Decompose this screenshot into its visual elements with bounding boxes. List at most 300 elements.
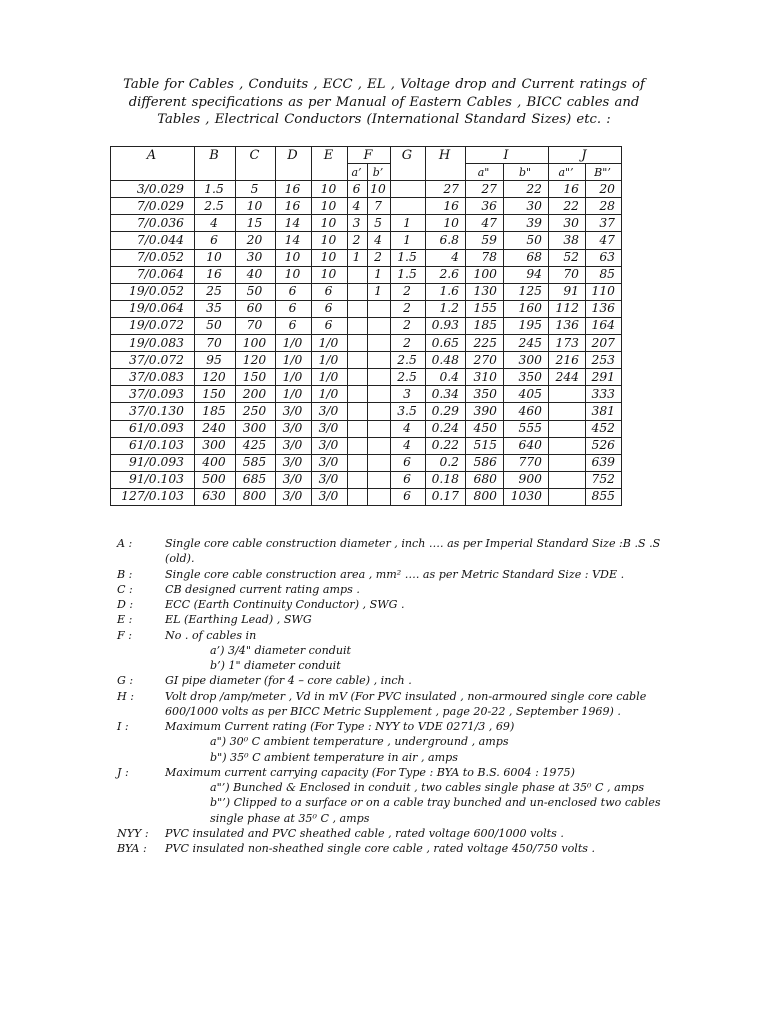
cell-j-b: 855 — [586, 488, 622, 505]
note-text — [165, 597, 637, 612]
cell-f-a — [348, 437, 368, 454]
cell-h: 0.93 — [426, 317, 466, 334]
cell-b: 16 — [195, 266, 236, 283]
note-line: 600/1000 volts as per BICC Metric Supplement , page 20-22 , September 1969) . — [165, 704, 621, 718]
note-item — [117, 536, 661, 567]
cell-c: 70 — [236, 317, 276, 334]
cell-g: 1 — [391, 232, 426, 249]
note-line: Single core cable construction diameter , inch …. as per Imperial Standard Size :B .S .S — [165, 537, 661, 550]
cell-c: 100 — [236, 335, 276, 352]
cell-j-b: 47 — [586, 232, 622, 249]
note-key: NYY : — [117, 826, 149, 840]
cell-e: 10 — [312, 198, 348, 215]
cell-f-b — [368, 420, 391, 437]
note-line: Maximum current carrying capacity (For Type : BYA to B.S. 6004 : 1975) — [165, 765, 575, 779]
cell-f-b: 10 — [368, 181, 391, 198]
cell-i-a: 100 — [466, 266, 504, 283]
cell-j-b: 110 — [586, 283, 622, 300]
cell-i-a: 680 — [466, 471, 504, 488]
cell-f-a — [348, 352, 368, 369]
cell-a: 7/0.036 — [111, 215, 195, 232]
table-body — [111, 181, 622, 506]
cell-i-b: 125 — [504, 283, 549, 300]
cell-e: 1/0 — [312, 369, 348, 386]
cell-c: 20 — [236, 232, 276, 249]
table-row — [111, 181, 622, 198]
note-item — [117, 628, 637, 674]
cell-b: 400 — [195, 454, 236, 471]
note-item — [117, 841, 637, 856]
subheader-i-a: a" — [466, 164, 504, 181]
cell-i-b: 350 — [504, 369, 549, 386]
note-line: Volt drop /amp/meter , Vd in mV (For PVC insulated , non-armoured single core cable — [165, 689, 647, 703]
cell-f-b — [368, 369, 391, 386]
cell-a: 7/0.064 — [111, 266, 195, 283]
cell-b: 25 — [195, 283, 236, 300]
cell-h: 0.48 — [426, 352, 466, 369]
cell-j-b: 333 — [586, 386, 622, 403]
cell-d: 3/0 — [276, 437, 312, 454]
table-row — [111, 488, 622, 505]
note-key: E : — [117, 613, 133, 627]
cell-i-b: 460 — [504, 403, 549, 420]
cell-f-b — [368, 300, 391, 317]
note-subline: a’) 3/4" diameter conduit — [210, 643, 351, 657]
cell-j-a: 112 — [549, 300, 586, 317]
cell-d: 1/0 — [276, 352, 312, 369]
cell-j-b: 452 — [586, 420, 622, 437]
note-item — [117, 582, 637, 597]
note-key: G : — [117, 674, 134, 688]
cell-b: 35 — [195, 300, 236, 317]
cell-g: 4 — [391, 420, 426, 437]
cell-j-b: 28 — [586, 198, 622, 215]
title-line: Table for Cables , Conduits , ECC , EL , Voltage drop and Current ratings of — [123, 77, 645, 92]
cell-h: 0.2 — [426, 454, 466, 471]
cell-f-a — [348, 369, 368, 386]
cell-f-b: 7 — [368, 198, 391, 215]
cell-a: 19/0.072 — [111, 317, 195, 334]
cell-d: 3/0 — [276, 420, 312, 437]
cell-j-a: 244 — [549, 369, 586, 386]
note-key: B : — [117, 567, 133, 581]
note-text — [165, 673, 637, 688]
cell-a: 91/0.093 — [111, 454, 195, 471]
cell-d: 3/0 — [276, 454, 312, 471]
note-subline: single phase at 35⁰ C , amps — [210, 811, 370, 825]
table-row — [111, 386, 622, 403]
cell-f-b — [368, 317, 391, 334]
cell-a: 19/0.052 — [111, 283, 195, 300]
note-item — [117, 597, 637, 612]
subheader-f-a: a’ — [348, 164, 368, 181]
cell-d: 10 — [276, 249, 312, 266]
cell-f-b — [368, 335, 391, 352]
cell-f-a: 3 — [348, 215, 368, 232]
cell-b: 185 — [195, 403, 236, 420]
cell-e: 6 — [312, 300, 348, 317]
note-line: ECC (Earth Continuity Conductor) , SWG . — [165, 598, 405, 611]
cell-e: 3/0 — [312, 437, 348, 454]
note-subline: b") 35⁰ C ambient temperature in air , amps — [210, 750, 458, 764]
cell-b: 120 — [195, 369, 236, 386]
cell-i-a: 515 — [466, 437, 504, 454]
cell-b: 10 — [195, 249, 236, 266]
cell-g: 2.5 — [391, 369, 426, 386]
cell-h: 2.6 — [426, 266, 466, 283]
cell-c: 60 — [236, 300, 276, 317]
cell-j-a: 16 — [549, 181, 586, 198]
cell-f-b — [368, 471, 391, 488]
cell-i-a: 155 — [466, 300, 504, 317]
cell-j-b: 639 — [586, 454, 622, 471]
cell-i-a: 225 — [466, 335, 504, 352]
cell-a: 37/0.093 — [111, 386, 195, 403]
cell-c: 150 — [236, 369, 276, 386]
header-i: I — [466, 147, 549, 164]
cell-c: 15 — [236, 215, 276, 232]
cell-f-a: 1 — [348, 249, 368, 266]
note-text — [165, 719, 637, 765]
cell-i-a: 310 — [466, 369, 504, 386]
cell-i-a: 350 — [466, 386, 504, 403]
note-line: (old). — [165, 552, 195, 566]
note-text — [165, 567, 637, 582]
note-key: C : — [117, 582, 133, 596]
note-line: CB designed current rating amps . — [165, 582, 360, 596]
cell-a: 37/0.130 — [111, 403, 195, 420]
cell-h: 16 — [426, 198, 466, 215]
cell-i-b: 160 — [504, 300, 549, 317]
cell-i-b: 245 — [504, 335, 549, 352]
cell-j-a: 30 — [549, 215, 586, 232]
cell-c: 120 — [236, 352, 276, 369]
cell-f-a — [348, 335, 368, 352]
subheader-j-b: B"’ — [586, 164, 622, 181]
cell-g: 2 — [391, 317, 426, 334]
cell-i-b: 68 — [504, 249, 549, 266]
cell-f-a — [348, 283, 368, 300]
cell-a: 19/0.064 — [111, 300, 195, 317]
table-row — [111, 283, 622, 300]
cell-d: 10 — [276, 266, 312, 283]
cell-b: 2.5 — [195, 198, 236, 215]
subheader-f-b: b’ — [368, 164, 391, 181]
cell-a: 7/0.044 — [111, 232, 195, 249]
cable-table — [110, 146, 622, 506]
cell-f-b — [368, 403, 391, 420]
cell-i-a: 36 — [466, 198, 504, 215]
cell-g: 2 — [391, 335, 426, 352]
cell-j-b: 526 — [586, 437, 622, 454]
cell-j-a — [549, 437, 586, 454]
cell-h: 0.22 — [426, 437, 466, 454]
cell-i-a: 78 — [466, 249, 504, 266]
legend-notes — [117, 536, 661, 856]
cell-j-b: 136 — [586, 300, 622, 317]
header-g: G — [391, 147, 426, 164]
cell-f-a: 4 — [348, 198, 368, 215]
cell-c: 200 — [236, 386, 276, 403]
header-d: D — [276, 147, 312, 164]
cell-e: 10 — [312, 266, 348, 283]
cell-j-a: 173 — [549, 335, 586, 352]
cell-j-b: 37 — [586, 215, 622, 232]
header-row — [111, 147, 622, 164]
note-key: BYA : — [117, 842, 147, 855]
cell-h: 0.18 — [426, 471, 466, 488]
cell-h: 1.6 — [426, 283, 466, 300]
cell-c: 685 — [236, 471, 276, 488]
table-row — [111, 249, 622, 266]
note-text — [165, 628, 637, 674]
cell-h: 1.2 — [426, 300, 466, 317]
cell-d: 16 — [276, 181, 312, 198]
cell-b: 4 — [195, 215, 236, 232]
cell-e: 10 — [312, 181, 348, 198]
table-row — [111, 232, 622, 249]
cell-f-b — [368, 488, 391, 505]
cell-a: 37/0.072 — [111, 352, 195, 369]
cell-j-b: 63 — [586, 249, 622, 266]
cell-e: 6 — [312, 317, 348, 334]
note-subline: b"’) Clipped to a surface or on a cable tray bunched and un-enclosed two cables — [210, 796, 661, 810]
cell-i-b: 22 — [504, 181, 549, 198]
cell-f-b — [368, 454, 391, 471]
cell-c: 800 — [236, 488, 276, 505]
subheader-j-a: a"’ — [549, 164, 586, 181]
cell-j-b: 164 — [586, 317, 622, 334]
cell-d: 1/0 — [276, 386, 312, 403]
cell-f-a: 2 — [348, 232, 368, 249]
cell-j-a — [549, 454, 586, 471]
cell-j-a: 136 — [549, 317, 586, 334]
table-row — [111, 454, 622, 471]
cell-h: 0.17 — [426, 488, 466, 505]
cell-f-b: 2 — [368, 249, 391, 266]
note-item — [117, 673, 637, 688]
note-line: Maximum Current rating (For Type : NYY to VDE 0271/3 , 69) — [165, 720, 515, 733]
cell-d: 3/0 — [276, 403, 312, 420]
note-key: I : — [117, 720, 129, 733]
cell-g: 1 — [391, 215, 426, 232]
cell-g — [391, 198, 426, 215]
cell-b: 240 — [195, 420, 236, 437]
cell-j-a — [549, 403, 586, 420]
cell-j-b: 381 — [586, 403, 622, 420]
cell-i-b: 900 — [504, 471, 549, 488]
cell-i-b: 1030 — [504, 488, 549, 505]
cell-d: 16 — [276, 198, 312, 215]
cell-f-a — [348, 403, 368, 420]
cell-i-b: 50 — [504, 232, 549, 249]
cell-c: 40 — [236, 266, 276, 283]
note-line: PVC insulated and PVC sheathed cable , rated voltage 600/1000 volts . — [165, 826, 564, 840]
cell-g — [391, 181, 426, 198]
note-text — [165, 826, 637, 841]
cell-i-a: 390 — [466, 403, 504, 420]
cell-c: 585 — [236, 454, 276, 471]
cell-g: 2 — [391, 283, 426, 300]
cell-g: 6 — [391, 454, 426, 471]
cell-i-a: 450 — [466, 420, 504, 437]
cell-b: 50 — [195, 317, 236, 334]
cell-i-a: 800 — [466, 488, 504, 505]
note-key: J : — [117, 765, 129, 779]
table-row — [111, 198, 622, 215]
note-line: Single core cable construction area , mm² …. as per Metric Standard Size : VDE . — [165, 567, 625, 581]
note-key: A : — [117, 537, 133, 550]
cell-i-b: 30 — [504, 198, 549, 215]
note-text — [165, 689, 646, 720]
title-line: Tables , Electrical Conductors (International Standard Sizes) etc. : — [157, 112, 611, 127]
cell-a: 7/0.052 — [111, 249, 195, 266]
cell-b: 500 — [195, 471, 236, 488]
cell-i-b: 555 — [504, 420, 549, 437]
cell-i-b: 640 — [504, 437, 549, 454]
cell-i-a: 586 — [466, 454, 504, 471]
cell-h: 0.4 — [426, 369, 466, 386]
header-c: C — [236, 147, 276, 164]
cell-h: 6.8 — [426, 232, 466, 249]
cell-h: 10 — [426, 215, 466, 232]
cell-g: 1.5 — [391, 249, 426, 266]
cell-e: 10 — [312, 232, 348, 249]
header-j: J — [549, 147, 622, 164]
note-key: D : — [117, 598, 134, 611]
cell-f-b: 1 — [368, 283, 391, 300]
cell-i-a: 185 — [466, 317, 504, 334]
cell-d: 3/0 — [276, 488, 312, 505]
cell-i-b: 39 — [504, 215, 549, 232]
cell-c: 30 — [236, 249, 276, 266]
cell-j-b: 20 — [586, 181, 622, 198]
cell-j-a: 52 — [549, 249, 586, 266]
table-row — [111, 300, 622, 317]
cell-i-a: 47 — [466, 215, 504, 232]
cell-i-a: 130 — [466, 283, 504, 300]
cell-i-b: 300 — [504, 352, 549, 369]
cell-j-a — [549, 420, 586, 437]
table-row — [111, 215, 622, 232]
cell-a: 37/0.083 — [111, 369, 195, 386]
cell-g: 3.5 — [391, 403, 426, 420]
cell-j-b: 207 — [586, 335, 622, 352]
note-text — [165, 612, 637, 627]
cell-j-a: 22 — [549, 198, 586, 215]
header-e: E — [312, 147, 348, 164]
cell-f-a — [348, 300, 368, 317]
note-text — [165, 765, 661, 826]
cell-h: 27 — [426, 181, 466, 198]
cell-d: 14 — [276, 215, 312, 232]
cell-c: 300 — [236, 420, 276, 437]
cell-j-b: 752 — [586, 471, 622, 488]
header-a: A — [111, 147, 195, 164]
note-text — [165, 536, 660, 567]
cell-e: 3/0 — [312, 471, 348, 488]
cell-f-a: 6 — [348, 181, 368, 198]
cell-a: 61/0.103 — [111, 437, 195, 454]
subheader-i-b: b" — [504, 164, 549, 181]
table-row — [111, 437, 622, 454]
cell-d: 6 — [276, 283, 312, 300]
cell-b: 95 — [195, 352, 236, 369]
note-item — [117, 765, 661, 826]
note-subline: a") 30⁰ C ambient temperature , underground , amps — [210, 735, 509, 749]
cell-f-b — [368, 437, 391, 454]
note-key: H : — [117, 689, 134, 703]
note-text — [165, 841, 637, 856]
subheader-row — [111, 164, 622, 181]
header-f: F — [348, 147, 391, 164]
table-row — [111, 471, 622, 488]
table-row — [111, 420, 622, 437]
title-line: different specifications as per Manual of Eastern Cables , BICC cables and — [128, 94, 640, 110]
cell-g: 6 — [391, 471, 426, 488]
cell-b: 150 — [195, 386, 236, 403]
cell-j-a — [549, 386, 586, 403]
note-item — [117, 612, 637, 627]
cell-f-b: 4 — [368, 232, 391, 249]
cell-f-a — [348, 471, 368, 488]
note-item — [117, 826, 637, 841]
cell-b: 300 — [195, 437, 236, 454]
cell-a: 61/0.093 — [111, 420, 195, 437]
cell-e: 3/0 — [312, 454, 348, 471]
cell-d: 1/0 — [276, 369, 312, 386]
cell-j-a: 216 — [549, 352, 586, 369]
table-row — [111, 266, 622, 283]
cell-e: 1/0 — [312, 335, 348, 352]
note-key: F : — [117, 628, 132, 642]
cell-h: 0.65 — [426, 335, 466, 352]
cell-e: 3/0 — [312, 420, 348, 437]
cell-i-b: 770 — [504, 454, 549, 471]
cell-c: 50 — [236, 283, 276, 300]
cell-h: 4 — [426, 249, 466, 266]
note-line: GI pipe diameter (for 4 – core cable) , inch . — [165, 674, 412, 688]
note-line: EL (Earthing Lead) , SWG — [165, 613, 312, 627]
table-row — [111, 352, 622, 369]
cell-b: 1.5 — [195, 181, 236, 198]
cell-a: 127/0.103 — [111, 488, 195, 505]
note-text — [165, 582, 637, 597]
cell-h: 0.34 — [426, 386, 466, 403]
page-title — [120, 76, 648, 129]
cell-i-a: 270 — [466, 352, 504, 369]
note-item — [117, 567, 637, 582]
table-row — [111, 335, 622, 352]
header-b: B — [195, 147, 236, 164]
cell-h: 0.29 — [426, 403, 466, 420]
note-line: PVC insulated non-sheathed single core cable , rated voltage 450/750 volts . — [165, 842, 596, 855]
cell-f-a — [348, 386, 368, 403]
cell-a: 3/0.029 — [111, 181, 195, 198]
cell-i-a: 59 — [466, 232, 504, 249]
cell-e: 10 — [312, 215, 348, 232]
cell-g: 1.5 — [391, 266, 426, 283]
table-row — [111, 369, 622, 386]
cell-f-a — [348, 266, 368, 283]
cell-f-a — [348, 488, 368, 505]
cell-c: 250 — [236, 403, 276, 420]
cell-g: 2.5 — [391, 352, 426, 369]
cell-c: 5 — [236, 181, 276, 198]
cell-j-a — [549, 488, 586, 505]
cell-i-b: 94 — [504, 266, 549, 283]
cell-i-b: 195 — [504, 317, 549, 334]
